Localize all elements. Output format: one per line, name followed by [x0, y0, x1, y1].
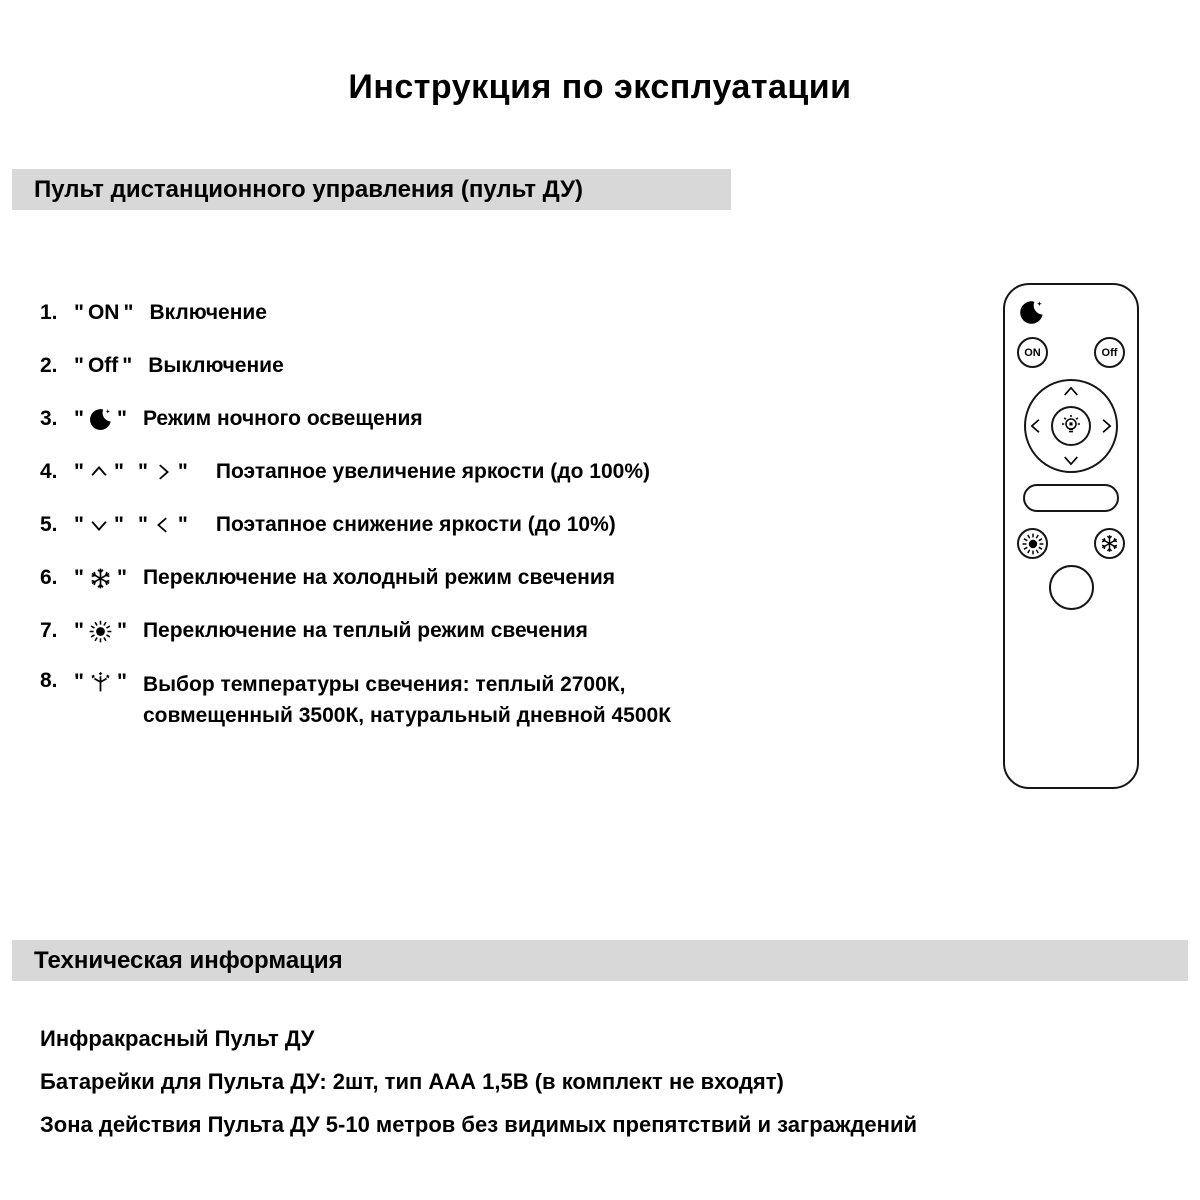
list-item-night-mode: [40, 404, 960, 434]
section-header-tech: [12, 940, 1188, 981]
remote-functions-list: [40, 298, 960, 731]
chevron-up-icon: [88, 461, 110, 483]
remote-warm-button: [1017, 528, 1048, 559]
quote-mark: ": [116, 407, 127, 430]
list-item-temperature-select: [40, 669, 960, 731]
chevron-left-icon: [152, 514, 174, 536]
list-item-off: [40, 351, 960, 381]
item-text: Включение: [149, 301, 267, 324]
quote-mark: ": [74, 301, 84, 324]
quote-mark: ": [113, 460, 124, 483]
quote-mark: ": [74, 619, 84, 642]
item-text: Режим ночного освещения: [142, 407, 423, 430]
item-text: Поэтапное снижение яркости (до 10%): [215, 513, 616, 536]
quote-mark: ": [137, 460, 148, 483]
bulb-icon: [1059, 414, 1083, 438]
item-text: Выбор температуры свечения: теплый 2700К, совмещенный 3500К, натуральный дневной 4500К: [142, 673, 672, 727]
dpad-left-icon: [1026, 416, 1046, 436]
list-item-warm-mode: [40, 616, 960, 646]
quote-mark: ": [123, 301, 134, 324]
item-text: Выключение: [148, 354, 284, 377]
dpad-up-icon: [1061, 382, 1081, 402]
item-number: 5.: [40, 513, 58, 536]
item-number: 1.: [40, 301, 58, 324]
quote-mark: ": [74, 566, 84, 589]
item-text: Переключение на холодный режим свечения: [142, 566, 615, 589]
remote-bottom-button: [1049, 565, 1094, 610]
off-label: Off: [87, 354, 119, 377]
tech-info: [40, 1026, 1180, 1155]
tech-line-batteries: Батарейки для Пульта ДУ: 2шт, тип ААА 1,5В (в комплект не входят): [40, 1069, 784, 1094]
section-header-remote-label: Пульт дистанционного управления (пульт ДУ): [34, 175, 583, 203]
dpad-right-icon: [1096, 416, 1116, 436]
quote-mark: ": [74, 460, 84, 483]
remote-off-button: [1094, 337, 1125, 368]
tech-line-range: Зона действия Пульта ДУ 5-10 метров без видимых препятствий и заграждений: [40, 1112, 918, 1137]
item-text: Поэтапное увеличение яркости (до 100%): [215, 460, 650, 483]
item-number: 4.: [40, 460, 58, 483]
quote-mark: ": [177, 460, 188, 483]
item-number: 3.: [40, 407, 58, 430]
quote-mark: ": [74, 669, 84, 693]
list-item-cold-mode: [40, 563, 960, 593]
night-mode-icon: [1018, 299, 1045, 326]
moon-icon: [88, 407, 113, 432]
list-item-brightness-up: [40, 457, 960, 487]
remote-on-label: ON: [1024, 346, 1041, 359]
temperature-select-icon: [88, 669, 113, 694]
quote-mark: ": [113, 513, 124, 536]
quote-mark: ": [137, 513, 148, 536]
item-number: 7.: [40, 619, 58, 642]
remote-pill-button: [1023, 484, 1119, 512]
snowflake-icon: [88, 566, 113, 591]
remote-dpad: [1024, 379, 1118, 473]
item-number: 2.: [40, 354, 58, 377]
section-header-remote: [12, 169, 731, 210]
quote-mark: ": [116, 669, 127, 693]
chevron-down-icon: [88, 514, 110, 536]
list-item-on: [40, 298, 960, 328]
tech-line-remote-type: Инфракрасный Пульт ДУ: [40, 1026, 315, 1051]
item-number: 8.: [40, 669, 58, 692]
dpad-down-icon: [1061, 450, 1081, 470]
list-item-brightness-down: [40, 510, 960, 540]
quote-mark: ": [74, 513, 84, 536]
item-number: 6.: [40, 566, 58, 589]
sun-icon: [1021, 532, 1045, 556]
item-text: Переключение на теплый режим свечения: [142, 619, 588, 642]
snowflake-icon: [1099, 533, 1120, 554]
page-title: Инструкция по эксплуатации: [348, 68, 852, 106]
remote-cold-button: [1094, 528, 1125, 559]
quote-mark: ": [116, 619, 127, 642]
quote-mark: ": [116, 566, 127, 589]
quote-mark: ": [122, 354, 133, 377]
remote-off-label: Off: [1101, 346, 1118, 359]
dpad-center-button: [1051, 406, 1091, 446]
on-label: ON: [87, 301, 120, 324]
quote-mark: ": [74, 407, 84, 430]
chevron-right-icon: [152, 461, 174, 483]
remote-control-diagram: [1003, 283, 1139, 789]
section-header-tech-label: Техническая информация: [34, 946, 343, 974]
remote-on-button: [1017, 337, 1048, 368]
sun-icon: [88, 619, 113, 644]
quote-mark: ": [177, 513, 188, 536]
quote-mark: ": [74, 354, 84, 377]
